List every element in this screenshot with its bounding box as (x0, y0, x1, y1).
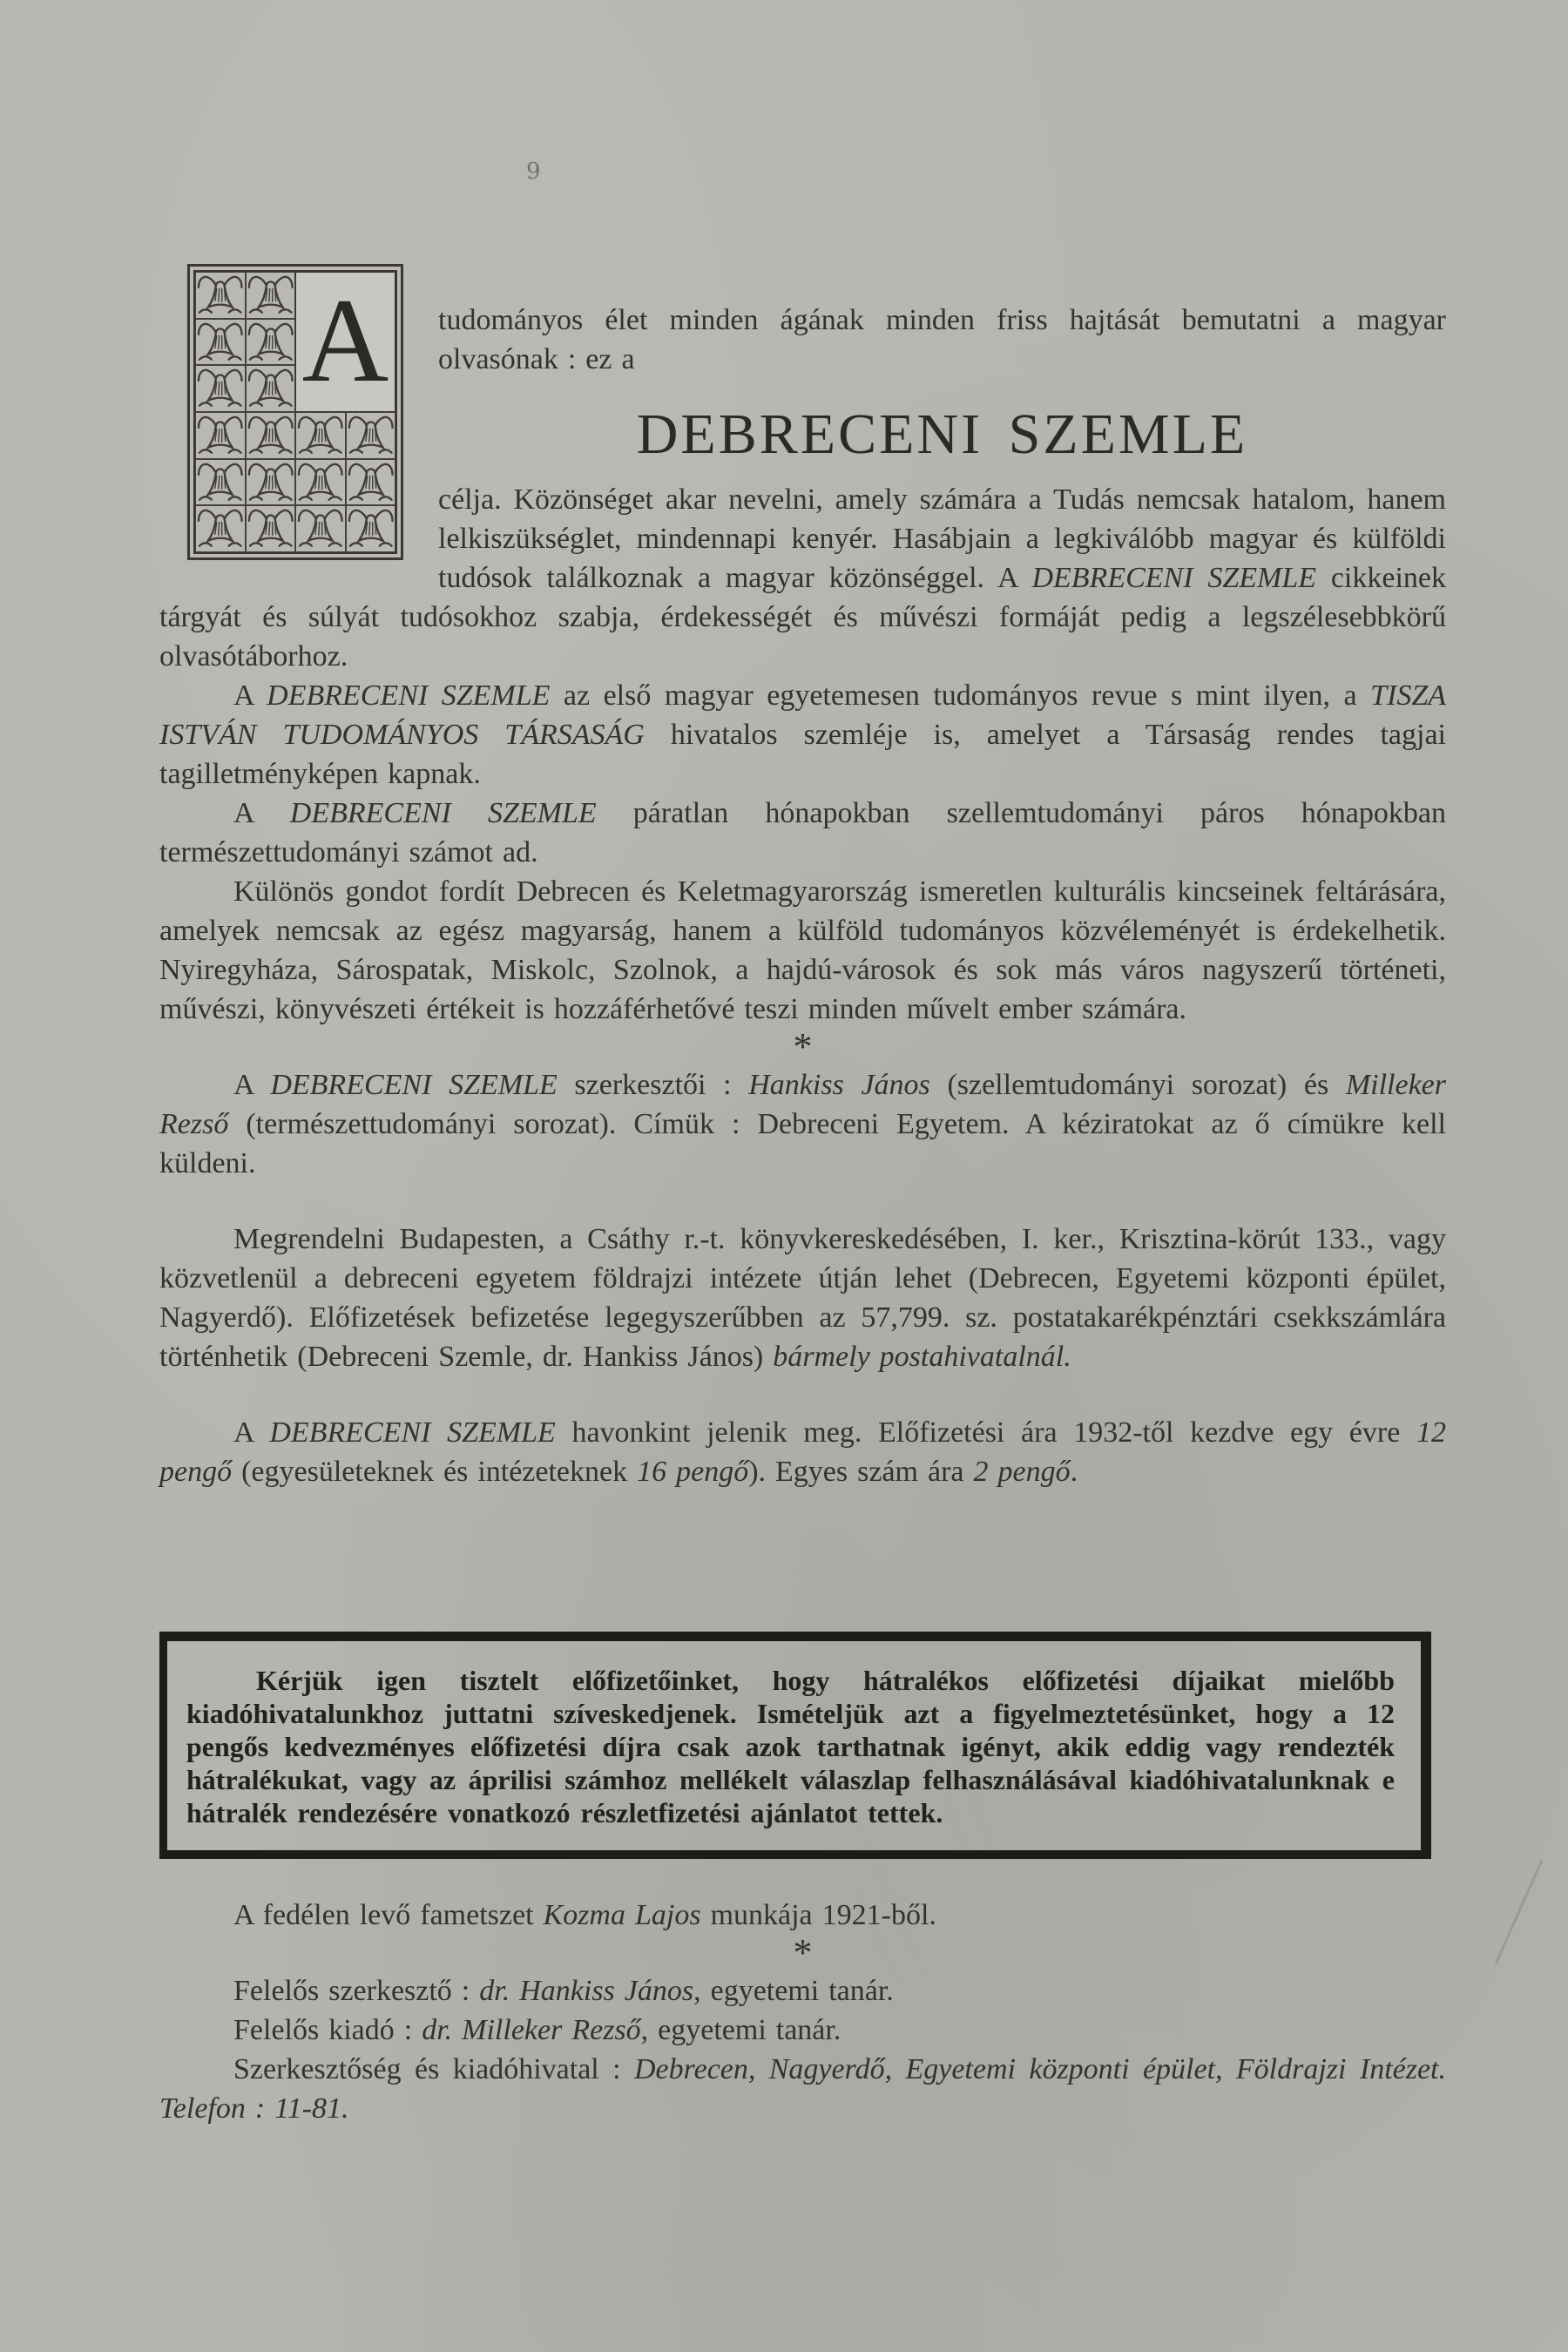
text-segment: A fedélen levő fametszet (233, 1899, 544, 1931)
bell-icon (247, 413, 295, 458)
text-segment: havonkint jelenik meg. Előfizetési ára 1932-től kezdve egy évre (555, 1416, 1416, 1449)
bell-icon (347, 413, 395, 458)
bell-tile-grid (193, 270, 397, 554)
bell-icon (296, 413, 345, 458)
text-segment: (természettudományi sorozat). Címük : Debreceni Egyetem. A kéziratokat az ő címükre kell küldeni. (159, 1108, 1446, 1179)
text-segment: cikkeinek tárgyát és súlyát tudósokhoz szabja, érdekességét és művészi formáját pedig a legszélesebbkörű olvasótáborhoz. (159, 562, 1446, 672)
text-segment: DEBRECENI SZEMLE (289, 797, 597, 829)
text-segment: Megrendelni Budapesten, a Csáthy r.-t. könyvkereskedésében, I. ker., Krisztina-körút 133., vagy közvetlenül a debreceni egyetem földrajzi intézete útján lehet (Debrecen, Egyetemi központi épület, Nagyerdő). Előfizetések befizetése legegyszerűbben az 57,799. sz. postatakarékpénztári csekkszámlára történhetik (Debreceni Szemle, dr. Hankiss János) (159, 1223, 1446, 1373)
text-segment: DEBRECENI SZEMLE (1031, 562, 1317, 594)
bell-icon (247, 460, 295, 505)
text-segment: , egyetemi tanár. (640, 2014, 841, 2046)
text-segment: Hankiss János (748, 1069, 930, 1101)
bell-icon (347, 460, 395, 505)
text-segment: DEBRECENI SZEMLE (267, 679, 551, 712)
text-segment: A (233, 797, 290, 829)
text-segment: Felelős szerkesztő : (233, 1975, 480, 2007)
bell-icon (196, 273, 245, 318)
subscription-notice-box (159, 1632, 1431, 1859)
text-segment: Különös gondot fordít Debrecen és Keletmagyarország ismeretlen kulturális kincseinek feltárására, amelyek nemcsak az egész magyarság, hanem a külföld tudományos közvéleményét is érdekelhetik. Nyiregyháza, Sárospatak, Miskolc, Szolnok, a hajdú-városok és sok más város nagyszerű történeti, művészi, könyvészeti értékeit is hozzáférhetővé teszi minden művelt ember számára. (159, 875, 1446, 1025)
bell-tile (246, 412, 296, 459)
text-segment: 2 pengő (973, 1456, 1071, 1488)
bell-tile (246, 319, 296, 366)
page-body-lower (159, 1632, 1446, 2128)
text-segment: A (233, 1416, 270, 1449)
initial-letter-cell (295, 272, 395, 412)
bell-icon (296, 460, 345, 505)
text-segment: Debrecen, Nagyerdő, Egyetemi központi épület, Földrajzi Intézet. Telefon : 11-81. (159, 2053, 1446, 2125)
paragraph-megrendelni (159, 1220, 1446, 1376)
bell-tile (295, 459, 346, 506)
text-segment: célja. Közönséget akar nevelni, amely számára a Tudás nemcsak hatalom, hanem lelkiszükséglet, mindennapi kenyér. Hasábjain a legkiválóbb magyar és külföldi tudósok találkoznak a magyar közönséggel. A (438, 483, 1446, 594)
bell-tile (195, 365, 246, 412)
text-segment: tudományos élet minden ágának minden friss hajtását bemutatni a magyar olvasónak : ez a (438, 304, 1446, 375)
notice-paragraph (186, 1664, 1395, 1829)
bell-tile (246, 505, 296, 552)
page-title: DEBRECENI SZEMLE (636, 402, 1248, 466)
text-segment: hivatalos szemléje is, amelyet a Társaság rendes tagjai tagilletményképen kapnak. (159, 719, 1446, 790)
bell-tile (195, 272, 246, 319)
bell-tile (346, 505, 396, 552)
bell-tile (295, 505, 346, 552)
star-separator: * (793, 1025, 813, 1068)
initial-letter: A (301, 273, 389, 407)
bell-tile (246, 365, 296, 412)
text-segment: az első magyar egyetemesen tudományos revue s mint ilyen, a (550, 679, 1371, 712)
star-separator: * (793, 1931, 813, 1974)
bell-tile (195, 412, 246, 459)
bell-icon (347, 506, 395, 551)
bell-icon (296, 506, 345, 551)
text-segment: szerkesztői : (557, 1069, 749, 1101)
scan-scratch-mark (1495, 1860, 1544, 1964)
bell-tile (195, 505, 246, 552)
bell-tile (246, 459, 296, 506)
woodcut-initial-ornament (187, 264, 403, 560)
bell-icon (247, 366, 295, 411)
paragraph-fedelen (159, 1896, 1446, 1935)
paragraph-felelos-szerkeszto (159, 1971, 1446, 2011)
text-segment: (szellemtudományi sorozat) és (929, 1069, 1346, 1101)
text-segment: TISZA ISTVÁN TUDOMÁNYOS TÁRSASÁG (159, 679, 1447, 751)
bell-icon (247, 320, 295, 365)
paragraph-havonkint (159, 1413, 1446, 1491)
text-segment: 16 pengő (637, 1456, 749, 1488)
text-segment: munkája 1921-ből. (700, 1899, 936, 1931)
text-segment: , egyetemi tanár. (693, 1975, 894, 2007)
bell-icon (196, 460, 245, 505)
bell-icon (196, 320, 245, 365)
text-segment: (egyesületeknek és intézeteknek (232, 1456, 638, 1488)
text-segment: dr. Hankiss János (479, 1975, 694, 2007)
text-segment: 12 pengő (159, 1416, 1446, 1488)
bell-tile (246, 272, 296, 319)
paragraph-first-revue (159, 676, 1446, 794)
bell-tile (195, 459, 246, 506)
text-segment: DEBRECENI SZEMLE (269, 1416, 556, 1449)
text-segment: . (1070, 1456, 1078, 1488)
paragraph-szerkesztoi (159, 1065, 1446, 1183)
paragraph-paratlan (159, 794, 1446, 872)
text-segment: dr. Milleker Rezső (422, 2014, 641, 2046)
paragraph-szerkesztoseg (159, 2050, 1446, 2128)
page-body-upper (159, 264, 1446, 1491)
bell-icon (196, 506, 245, 551)
bell-tile (346, 412, 396, 459)
text-segment: páratlan hónapokban szellemtudományi páros hónapokban természettudományi számot ad. (159, 797, 1446, 868)
text-segment: DEBRECENI SZEMLE (270, 1069, 558, 1101)
text-segment: A (233, 1069, 271, 1101)
bell-icon (247, 273, 295, 318)
bell-tile (195, 319, 246, 366)
text-segment: bármely postahivatalnál. (773, 1341, 1071, 1373)
paragraph-felelos-kiado (159, 2011, 1446, 2050)
text-segment: A (233, 679, 267, 712)
bell-tile (295, 412, 346, 459)
bell-icon (196, 413, 245, 458)
bell-icon (247, 506, 295, 551)
text-segment: Szerkesztőség és kiadóhivatal : (233, 2053, 634, 2085)
text-segment: Kozma Lajos (543, 1899, 701, 1931)
text-segment: Felelős kiadó : (233, 2014, 422, 2046)
bell-tile (346, 459, 396, 506)
paragraph-kulonos (159, 872, 1446, 1029)
text-segment: Kérjük igen tisztelt előfizetőinket, hogy hátralékos előfizetési díjaikat mielőbb kiadóhivatalunkhoz juttatni szíveskedjenek. Ismételjük azt a figyelmeztetésünket, hogy a 12 pengős kedvezményes előfizetési díjra csak azok tarthatnak igényt, akik eddig vagy rendezték hátralékukat, vagy az áprilisi számhoz mellékelt válaszlap felhasználásával kiadóhivatalunknak e hátralék rendezésére vonatkozó részletfizetési ajánlatot tettek. (186, 1665, 1395, 1828)
text-segment: Milleker Rezső (159, 1069, 1446, 1140)
text-segment: ). Egyes szám ára (748, 1456, 974, 1488)
stray-ink-mark: 9 (526, 159, 541, 185)
bell-icon (196, 366, 245, 411)
